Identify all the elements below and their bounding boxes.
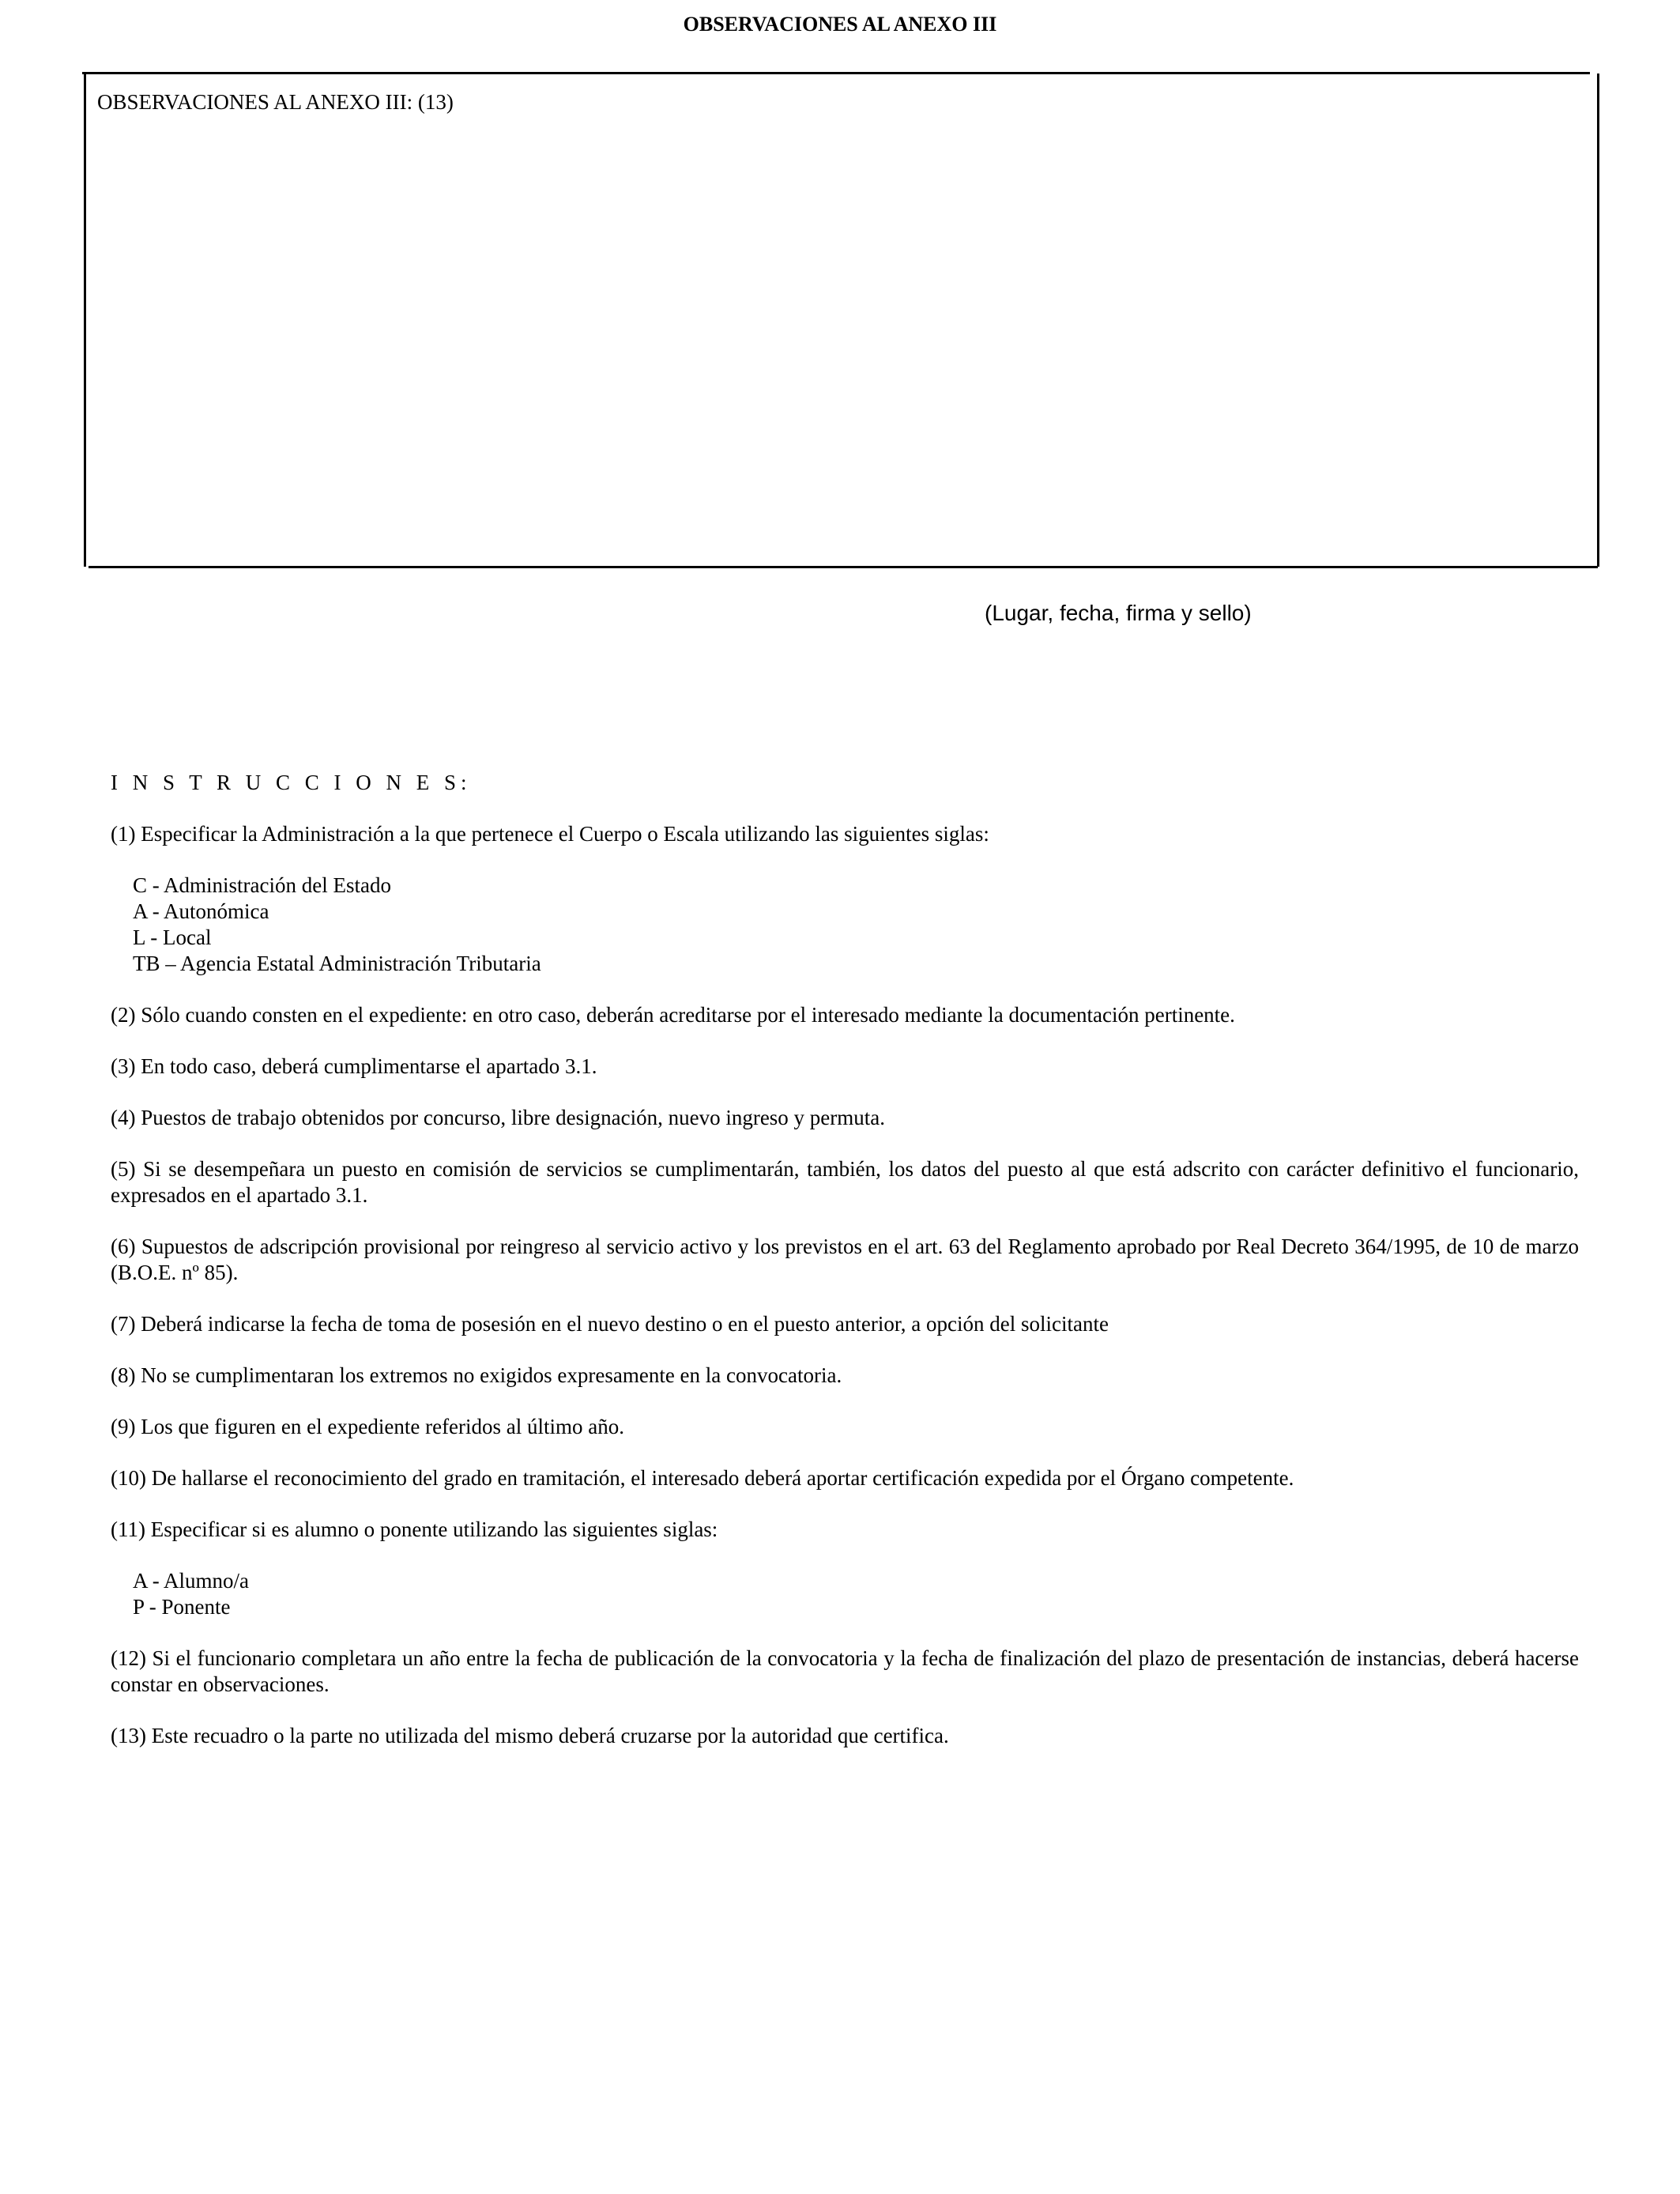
instruction-note-12: (12) Si el funcionario completara un año entre la fecha de publicación de la convocatoria y la fecha de finalización del plazo de presentación de instancias, deberá hacerse constar en observaciones. [111, 1646, 1579, 1696]
instruction-note-11: (11) Especificar si es alumno o ponente utilizando las siguientes siglas: [111, 1517, 718, 1541]
instruction-note-6: (6) Supuestos de adscripción provisional por reingreso al servicio activo y los previstos en el art. 63 del Reglamento aprobado por Real Decreto 364/1995, de 10 de marzo (B.O.E. nº 85). [111, 1235, 1579, 1284]
observations-box-bottom-border [89, 566, 1598, 568]
instruction-note-4: (4) Puestos de trabajo obtenidos por concurso, libre designación, nuevo ingreso y permuta. [111, 1106, 886, 1129]
instruction-note-8: (8) No se cumplimentaran los extremos no exigidos expresamente en la convocatoria. [111, 1363, 842, 1387]
instructions-heading: I N S T R U C C I O N E S: [111, 771, 472, 794]
instruction-note-2: (2) Sólo cuando consten en el expediente: en otro caso, deberán acreditarse por el interesado mediante la documentación pertinente. [111, 1003, 1235, 1027]
observations-box-label: OBSERVACIONES AL ANEXO III: (13) [97, 90, 454, 114]
instruction-note-13: (13) Este recuadro o la parte no utilizada del mismo deberá cruzarse por la autoridad que certifica. [111, 1724, 949, 1747]
instruction-note-3: (3) En todo caso, deberá cumplimentarse el apartado 3.1. [111, 1054, 597, 1078]
administration-codes-list [133, 873, 1579, 977]
participant-codes-list [133, 1568, 1579, 1620]
participant-code-item: P - Ponente [133, 1595, 231, 1619]
instruction-note-7: (7) Deberá indicarse la fecha de toma de posesión en el nuevo destino o en el puesto anterior, a opción del solicitante [111, 1312, 1109, 1336]
instructions-section [111, 770, 1579, 1774]
instruction-note-9: (9) Los que figuren en el expediente referidos al último año. [111, 1415, 625, 1438]
instruction-note-5: (5) Si se desempeñara un puesto en comisión de servicios se cumplimentarán, también, los datos del puesto al que está adscrito con carácter definitivo el funcionario, expresados en el apartado 3.1. [111, 1157, 1579, 1207]
instruction-note-10: (10) De hallarse el reconocimiento del grado en tramitación, el interesado deberá aportar certificación expedida por el Órgano competente. [111, 1466, 1294, 1490]
administration-code-item: C - Administración del Estado [133, 873, 391, 897]
administration-code-item: L - Local [133, 925, 212, 949]
participant-code-item: A - Alumno/a [133, 1569, 249, 1593]
document-title: OBSERVACIONES AL ANEXO III [683, 13, 997, 36]
observations-box[interactable] [84, 74, 1599, 567]
administration-code-item: TB – Agencia Estatal Administración Tributaria [133, 952, 541, 975]
instruction-note-1: (1) Especificar la Administración a la que pertenece el Cuerpo o Escala utilizando las siguientes siglas: [111, 822, 989, 846]
signature-line: (Lugar, fecha, firma y sello) [985, 601, 1252, 625]
administration-code-item: A - Autonómica [133, 899, 269, 923]
